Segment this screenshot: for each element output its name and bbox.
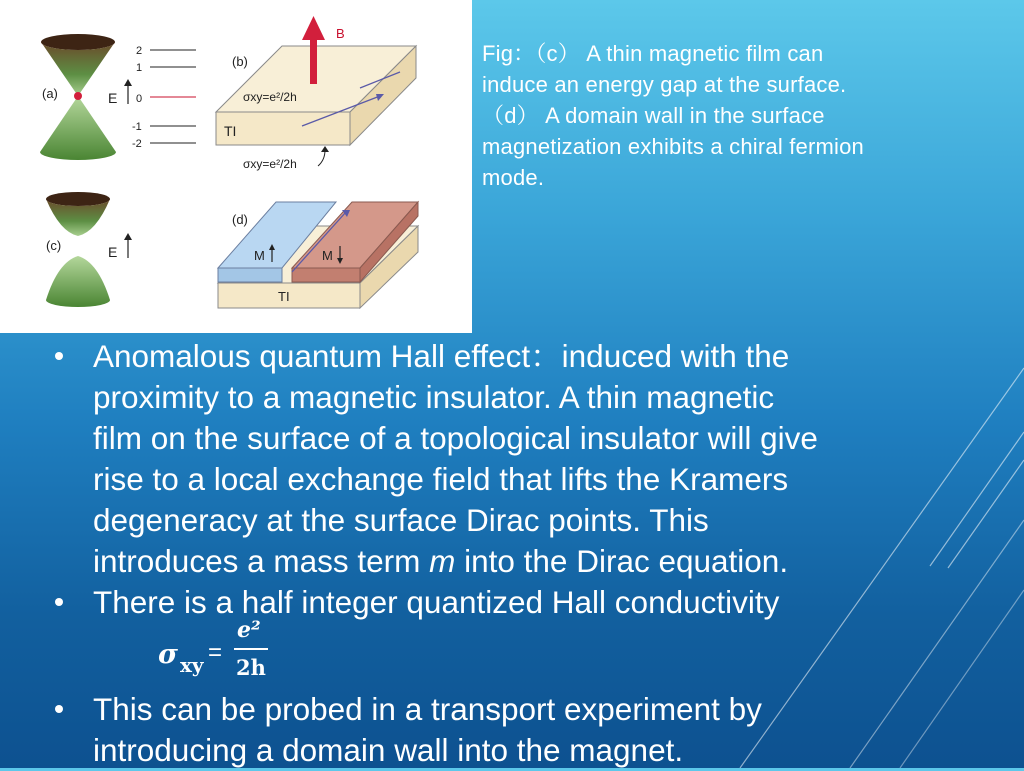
bullet-line: There is a half integer quantized Hall conductivity — [93, 584, 780, 620]
fraction-bar — [234, 648, 268, 650]
panel-c-axis-label: E — [108, 244, 118, 260]
text-segment: introduces a mass term — [93, 543, 430, 579]
formula-denominator: 2h — [236, 655, 266, 680]
text-segment: into the Dirac equation. — [455, 543, 789, 579]
panel-a-axis-label: E — [108, 90, 118, 106]
bullet-line: rise to a local exchange field that lifts the Kramers — [93, 461, 789, 497]
bullet-hall-conductivity — [55, 582, 985, 623]
m-right-label: M — [322, 248, 333, 263]
panel-b-label: (b) — [232, 54, 248, 69]
formula-subscript: xy — [180, 653, 204, 677]
bullet-list — [55, 336, 985, 771]
bullet-transport-experiment — [55, 689, 985, 771]
bullet-anomalous-qhe — [55, 336, 985, 582]
conductivity-formula — [158, 617, 985, 689]
bullet-line: Anomalous quantum Hall effect：induced with the — [93, 338, 790, 374]
panel-d-label: (d) — [232, 212, 248, 227]
caption-line: Fig：（c） A thin magnetic film can — [482, 41, 824, 66]
dirac-point — [74, 92, 82, 100]
field-arrow — [302, 16, 325, 40]
caption-line: mode. — [482, 165, 545, 190]
bullet-line: film on the surface of a topological insulator will give — [93, 420, 818, 456]
field-label: B — [336, 26, 345, 41]
figure-panel — [0, 0, 472, 333]
level-label: -1 — [132, 121, 142, 133]
caption-line: magnetization exhibits a chiral fermion — [482, 134, 864, 159]
formula-equals: = — [208, 639, 223, 666]
bullet-line: introducing a domain wall into the magnet. — [93, 732, 684, 768]
formula-symbol: σ — [158, 639, 178, 670]
bullet-line — [93, 541, 985, 582]
sigma-top: σxy=e²/2h — [243, 90, 297, 104]
formula-numerator: e² — [237, 617, 261, 643]
bullet-dot — [55, 598, 63, 606]
ti-label-b: TI — [224, 123, 237, 139]
level-label: 1 — [136, 62, 143, 74]
panel-a — [40, 34, 196, 160]
level-label: 0 — [136, 93, 143, 105]
caption-line: induce an energy gap at the surface. — [482, 72, 847, 97]
ti-label-d: TI — [278, 289, 290, 304]
bullet-dot — [55, 705, 63, 713]
figure-caption — [482, 38, 1002, 193]
panel-c-label: (c) — [46, 238, 62, 253]
bullet-dot — [55, 352, 63, 360]
bullet-line: This can be probed in a transport experiment by — [93, 691, 762, 727]
m-left-label: M — [254, 248, 265, 263]
bullet-line: degeneracy at the surface Dirac points. This — [93, 502, 709, 538]
panel-a-label: (a) — [42, 86, 58, 101]
sigma-bottom: σxy=e²/2h — [243, 157, 297, 171]
level-label: 2 — [136, 45, 143, 57]
caption-line: （d） A domain wall in the surface — [482, 103, 825, 128]
panel-d — [218, 202, 418, 308]
level-label: -2 — [132, 138, 142, 150]
mass-term-variable: m — [429, 543, 456, 579]
panel-c — [46, 192, 132, 307]
panel-b — [216, 16, 416, 171]
bullet-line: proximity to a magnetic insulator. A thin magnetic — [93, 379, 775, 415]
